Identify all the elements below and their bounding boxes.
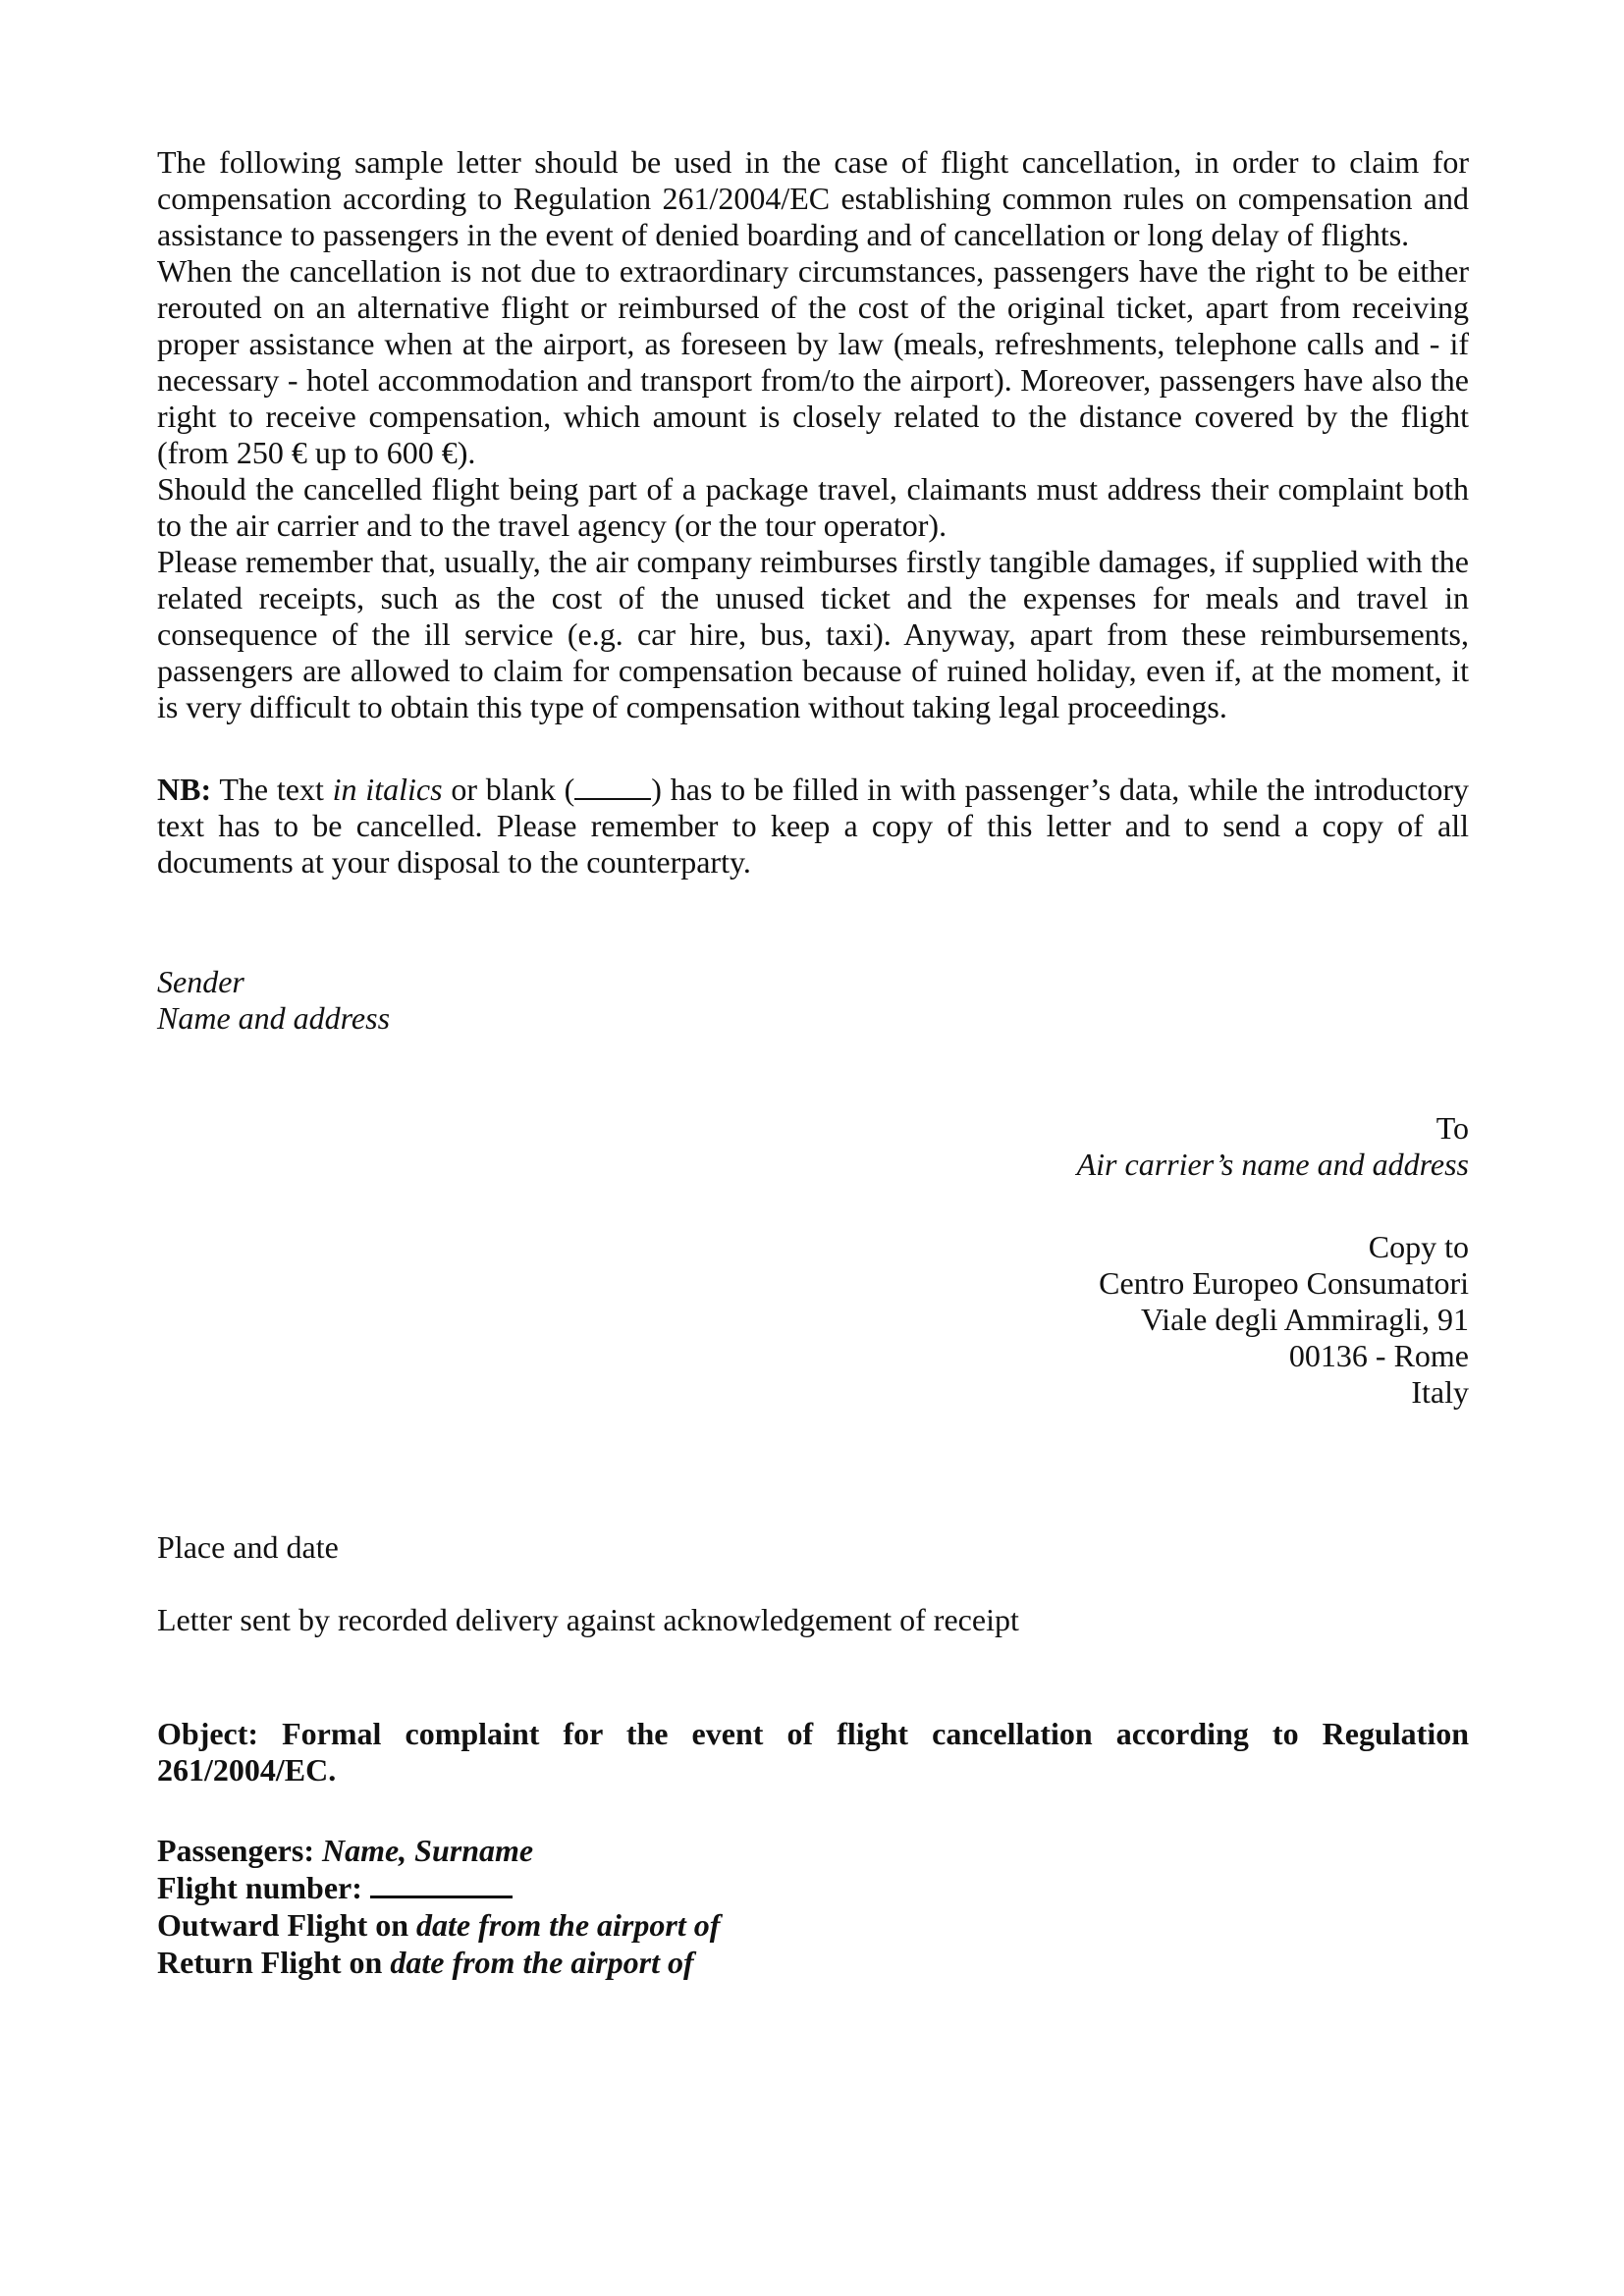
return-flight-line: [157, 1944, 1469, 1981]
passengers-label: Passengers:: [157, 1833, 322, 1868]
place-and-date: Place and date: [157, 1529, 339, 1565]
copy-to-street: Viale degli Ammiragli, 91: [1140, 1302, 1469, 1337]
recipient-addressee: Air carrier’s name and address: [1076, 1147, 1469, 1182]
flight-number-line: [157, 1869, 1469, 1906]
recipient-block: [157, 1110, 1469, 1183]
copy-to-label: Copy to: [1368, 1229, 1469, 1264]
passengers-value: Name, Surname: [321, 1833, 534, 1868]
intro-paragraph-4: Please remember that, usually, the air company reimburses firstly tangible damages, if supplied with the related receipts, such as the cost of the unused ticket and the expenses for meals and travel in consequence of the ill service (e.g. car hire, bus, taxi). Anyway, apart from these reimbursements, passengers are allowed to claim for compensation because of ruined holiday, even if, at the moment, it is very difficult to obtain this type of compensation without taking legal proceedings.: [157, 544, 1469, 724]
delivery-method-line: Letter sent by recorded delivery against acknowledgement of receipt: [157, 1602, 1019, 1637]
outward-flight-line: [157, 1906, 1469, 1944]
intro-paragraph-1: The following sample letter should be used in the case of flight cancellation, in order to claim for compensation according to Regulation 261/2004/EC establishing common rules on compensation and assistance to passengers in the event of denied boarding and of cancellation or long delay of flights.: [157, 144, 1469, 252]
flight-number-label: Flight number:: [157, 1870, 370, 1905]
sender-name-address: Name and address: [157, 1000, 391, 1036]
nb-blank-field: [574, 798, 651, 800]
sender-block: [157, 964, 1469, 1037]
outward-flight-label: Outward Flight on: [157, 1907, 417, 1943]
outward-flight-value: date from the airport of: [416, 1907, 721, 1943]
nb-text-mid: or blank (: [442, 772, 575, 807]
object-line: Object: Formal complaint for the event of flight cancellation according to Regulation 261/2004/EC.: [157, 1716, 1469, 1788]
return-flight-value: date from the airport of: [390, 1945, 694, 1980]
nb-italic-run: in italics: [332, 772, 443, 807]
sender-label: Sender: [157, 964, 244, 999]
flight-number-blank-field: [370, 1896, 513, 1898]
passengers-line: [157, 1832, 1469, 1869]
copy-to-city: 00136 - Rome: [1288, 1338, 1469, 1373]
nb-text-after: ) has to be filled in with passenger’s data, while the introductory text has to be cancelled. Please remember to keep a copy of this letter and to send a copy of all documents at your disposal to the counterparty.: [157, 772, 1470, 880]
to-label: To: [1435, 1110, 1469, 1146]
copy-to-country: Italy: [1411, 1374, 1469, 1410]
flight-details-block: [157, 1832, 1469, 1981]
return-flight-label: Return Flight on: [157, 1945, 391, 1980]
copy-to-org: Centro Europeo Consumatori: [1099, 1265, 1469, 1301]
intro-paragraph-3: Should the cancelled flight being part of a package travel, claimants must address their complaint both to the air carrier and to the travel agency (or the tour operator).: [157, 471, 1469, 543]
intro-paragraph-2: When the cancellation is not due to extraordinary circumstances, passengers have the right to be either rerouted on an alternative flight or reimbursed of the cost of the original ticket, apart from receiving proper assistance when at the airport, as foreseen by law (meals, refreshments, telephone calls and - if necessary - hotel accommodation and transport from/to the airport). Moreover, passengers have also the right to receive compensation, which amount is closely related to the distance covered by the flight (from 250 € up to 600 €).: [157, 253, 1469, 470]
nb-paragraph: [157, 772, 1469, 881]
copy-to-block: [157, 1229, 1469, 1411]
nb-text-before-italic: The text: [211, 772, 333, 807]
nb-label: NB:: [157, 772, 212, 807]
